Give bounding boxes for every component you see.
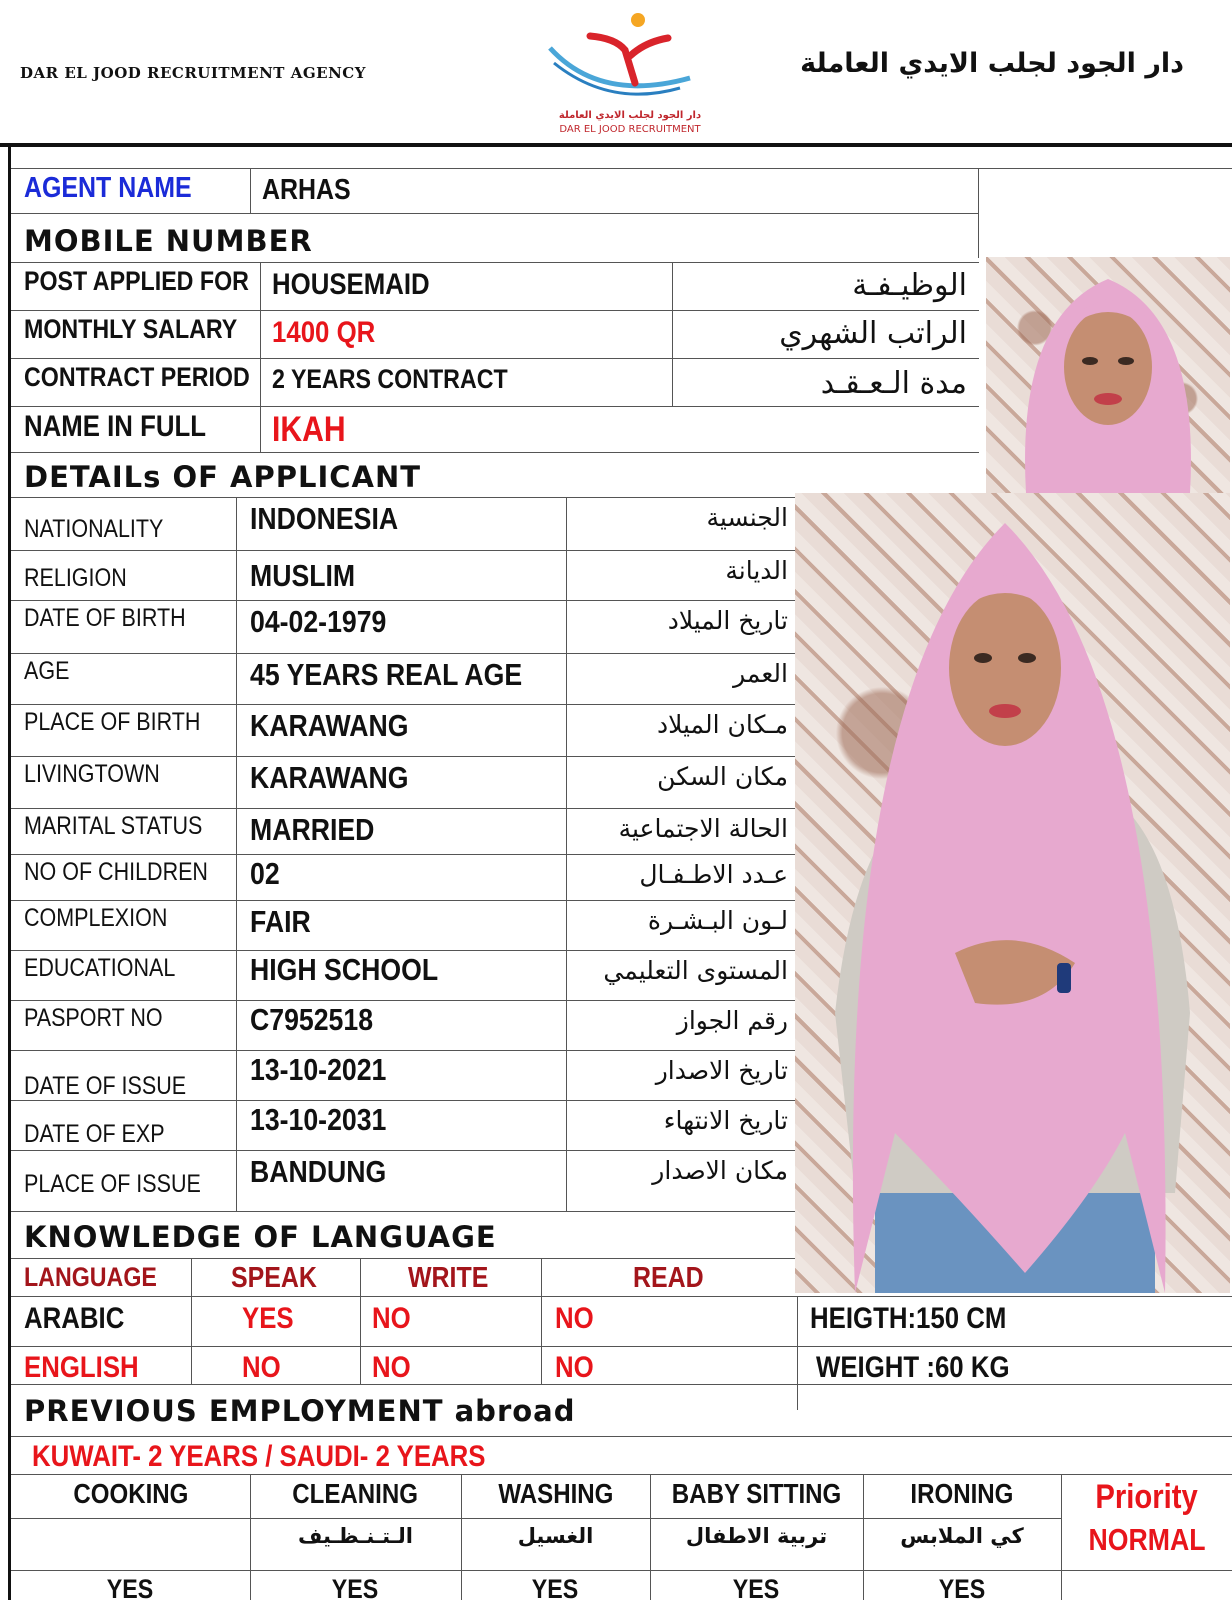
details-heading: DETAILs OF APPLICANT <box>24 460 422 494</box>
detail-value: INDONESIA <box>250 501 399 536</box>
agency-name-en: DAR EL JOOD RECRUITMENT AGENCY <box>20 64 366 82</box>
applicant-photo-small <box>986 257 1230 493</box>
detail-label-ar: عـدد الاطـفـال <box>639 860 788 889</box>
lang-arabic-speak: YES <box>242 1302 294 1335</box>
employment-value: KUWAIT- 2 YEARS / SAUDI- 2 YEARS <box>32 1440 486 1473</box>
skill-name-ar: كي الملابس <box>900 1524 1024 1548</box>
logo-graphic <box>540 8 720 108</box>
lang-header-write: WRITE <box>408 1262 489 1294</box>
height-value: HEIGTH:150 CM <box>810 1302 1007 1335</box>
contract-ar: مدة الـعـقـد <box>820 366 967 401</box>
skill-name-ar: تربية الاطفال <box>685 1524 828 1548</box>
lang-arabic-write: NO <box>372 1302 411 1335</box>
detail-value: MARRIED <box>250 812 375 847</box>
lang-english-read: NO <box>555 1351 594 1384</box>
post-value: HOUSEMAID <box>272 268 430 301</box>
detail-value: KARAWANG <box>250 760 409 795</box>
detail-label: PASPORT NO <box>24 1004 163 1032</box>
detail-label-ar: العمر <box>733 659 788 688</box>
detail-label-ar: تاريخ الميلاد <box>667 606 788 635</box>
lang-arabic-read: NO <box>555 1302 594 1335</box>
lang-english-write: NO <box>372 1351 411 1384</box>
weight-value: WEIGHT :60 KG <box>816 1351 1010 1384</box>
applicant-portrait-graphic <box>986 257 1230 493</box>
detail-label: RELIGION <box>24 564 127 592</box>
language-heading: KNOWLEDGE OF LANGUAGE <box>24 1220 497 1254</box>
detail-value: 45 YEARS REAL AGE <box>250 657 523 692</box>
detail-label-ar: رقم الجواز <box>676 1006 788 1035</box>
post-label: POST APPLIED FOR <box>24 266 249 296</box>
detail-value: 13-10-2021 <box>250 1052 387 1087</box>
detail-label-ar: تاريخ الاصدار <box>655 1056 788 1085</box>
detail-label-ar: الحالة الاجتماعية <box>618 814 788 843</box>
detail-label-ar: مكان الاصدار <box>652 1156 788 1185</box>
detail-value: FAIR <box>250 904 311 939</box>
agent-value: ARHAS <box>262 174 351 206</box>
detail-label: MARITAL STATUS <box>24 812 203 840</box>
mobile-label: MOBILE NUMBER <box>24 224 313 258</box>
lang-english-speak: NO <box>242 1351 281 1384</box>
detail-label-ar: المستوى التعليمي <box>603 956 788 985</box>
lang-header-speak: SPEAK <box>231 1262 317 1294</box>
skill-value: YES <box>938 1574 986 1604</box>
detail-label: LIVINGTOWN <box>24 760 160 788</box>
lang-row-arabic: ARABIC <box>24 1302 125 1335</box>
skill-value: YES <box>107 1574 154 1604</box>
detail-label-ar: مـكان الميلاد <box>656 710 788 739</box>
form-left-border <box>8 147 11 1600</box>
fullname-label: NAME IN FULL <box>24 410 207 443</box>
detail-label: DATE OF ISSUE <box>24 1072 187 1100</box>
detail-label: NO OF CHILDREN <box>24 858 208 886</box>
detail-label: PLACE OF ISSUE <box>24 1170 201 1198</box>
post-ar: الوظيـفـة <box>852 268 967 303</box>
priority-value: NORMAL <box>1088 1522 1206 1557</box>
skill-value: YES <box>532 1574 579 1604</box>
detail-label-ar: لـون البـشـرة <box>647 906 788 935</box>
detail-value: BANDUNG <box>250 1154 387 1189</box>
applicant-fullbody-graphic <box>795 493 1230 1293</box>
logo-text-ar: دار الجود لجلب الايدي العاملة <box>558 110 702 121</box>
agency-logo <box>540 8 720 138</box>
detail-value: HIGH SCHOOL <box>250 952 439 987</box>
skill-name: COOKING <box>72 1478 189 1509</box>
priority-label: Priority <box>1095 1478 1199 1516</box>
detail-label-ar: تاريخ الانتهاء <box>663 1106 788 1135</box>
logo-text-en: DAR EL JOOD RECRUITMENT <box>559 124 701 135</box>
detail-label: COMPLEXION <box>24 904 168 932</box>
applicant-photo-full <box>795 493 1230 1293</box>
detail-value: 13-10-2031 <box>250 1102 387 1137</box>
detail-value: 04-02-1979 <box>250 604 387 639</box>
header-rule <box>0 143 1232 147</box>
contract-label: CONTRACT PERIOD <box>24 362 250 392</box>
skill-name-ar: الغسيل <box>517 1524 594 1548</box>
detail-label-ar: الديانة <box>725 556 788 585</box>
detail-value: KARAWANG <box>250 708 409 743</box>
detail-label: EDUCATIONAL <box>24 954 176 982</box>
salary-label: MONTHLY SALARY <box>24 314 238 344</box>
detail-label: NATIONALITY <box>24 515 164 543</box>
skill-name: IRONING <box>910 1478 1014 1509</box>
skill-name: BABY SITTING <box>671 1478 842 1509</box>
detail-label-ar: الجنسية <box>706 503 788 532</box>
skill-name: WASHING <box>497 1478 614 1509</box>
fullname-value: IKAH <box>272 410 346 449</box>
lang-row-english: ENGLISH <box>24 1351 139 1384</box>
contract-value: 2 YEARS CONTRACT <box>272 364 508 394</box>
detail-label: DATE OF BIRTH <box>24 604 186 632</box>
detail-label: DATE OF EXP <box>24 1120 165 1148</box>
detail-label: AGE <box>24 657 70 685</box>
lang-header-language: LANGUAGE <box>24 1262 157 1292</box>
skill-value: YES <box>733 1574 780 1604</box>
lang-header-read: READ <box>633 1262 704 1294</box>
detail-value: C7952518 <box>250 1002 374 1037</box>
employment-heading: PREVIOUS EMPLOYMENT abroad <box>24 1394 576 1428</box>
detail-value: MUSLIM <box>250 558 356 593</box>
skill-value: YES <box>332 1574 379 1604</box>
agency-name-ar: دار الجود لجلب الايدي العاملة <box>800 48 1184 79</box>
detail-value: 02 <box>250 856 280 891</box>
skill-name: CLEANING <box>292 1478 419 1509</box>
detail-label: PLACE OF BIRTH <box>24 708 201 736</box>
salary-ar: الراتب الشهري <box>779 316 967 351</box>
agent-label: AGENT NAME <box>24 172 192 204</box>
skill-name-ar: الـتـنـظـيف <box>298 1524 413 1548</box>
salary-value: 1400 QR <box>272 316 376 349</box>
detail-label-ar: مكان السكن <box>657 762 788 791</box>
